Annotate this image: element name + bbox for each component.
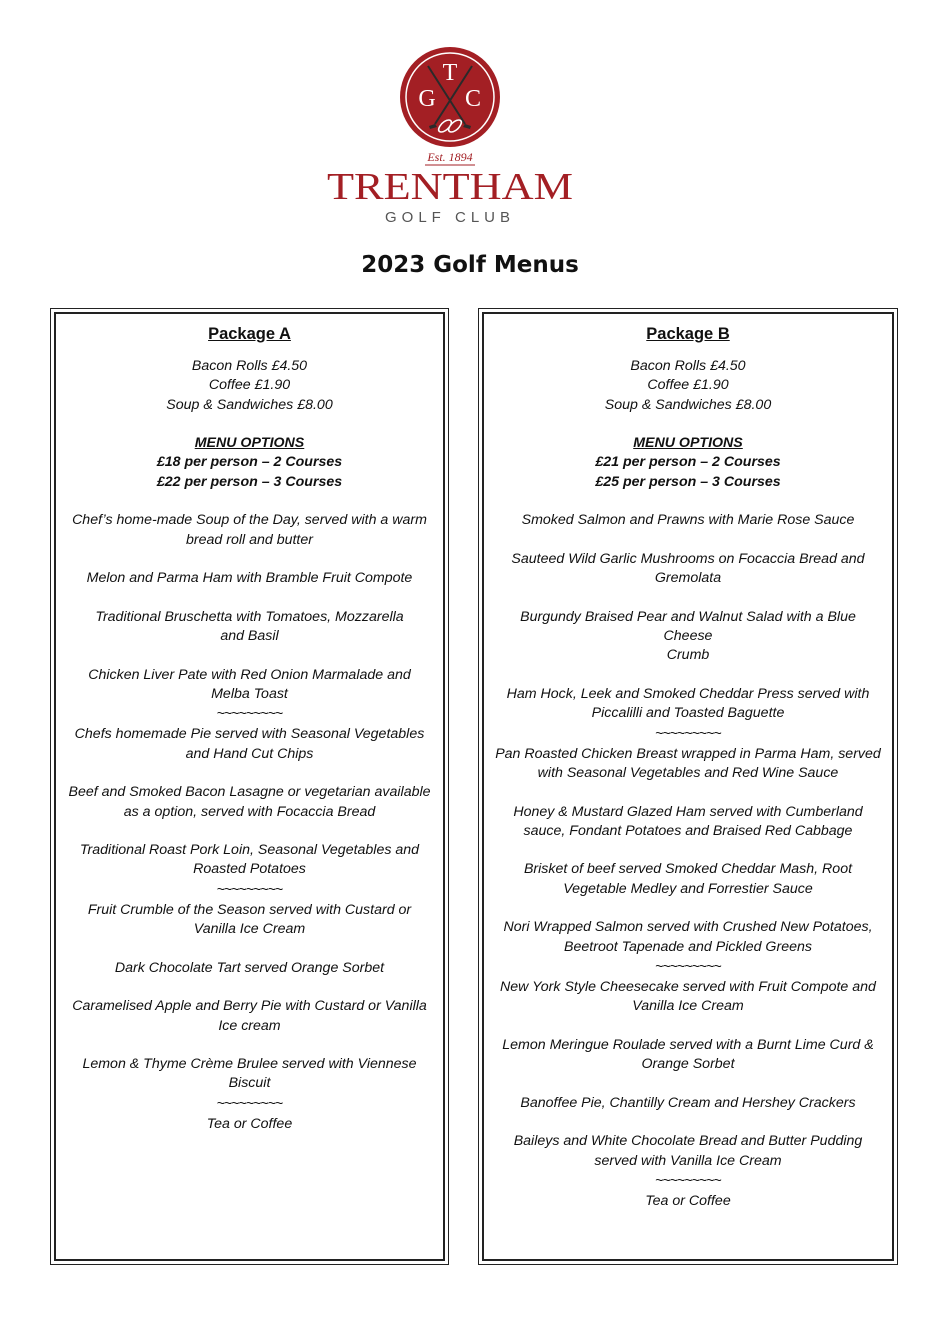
package-a-frame [54,312,445,1261]
menu-item-line: Tea or Coffee [645,1192,731,1209]
menu-item-line: as a option, served with Focaccia Bread [123,803,376,820]
price-line: £25 per person – 3 Courses [595,473,781,490]
menu-item-line: Burgundy Braised Pear and Walnut Salad with a Blue Cheese [520,608,856,645]
spacer [66,589,433,608]
spacer [66,939,433,958]
menu-item-line: Lemon & Thyme Crème Brulee served with Viennese [82,1056,417,1073]
menu-item-line: sauce, Fondant Potatoes and Braised Red Cabbage [523,822,853,839]
menu-item-line: Melba Toast [211,686,288,703]
menu-options-heading: MENU OPTIONS [633,435,743,452]
spacer [66,822,433,841]
menu-item-line: Beetroot Tapenade and Pickled Greens [564,938,812,955]
menu-item-line: Vegetable Medley and Forrestier Sauce [563,880,813,897]
spacer [494,1017,882,1036]
logo-monogram-t: T [442,60,458,86]
package-a-menu [66,357,433,1134]
menu-item-line: Biscuit [228,1075,271,1092]
menu-item-line: Ice cream [218,1017,281,1034]
package-b-frame [482,312,894,1261]
menu-item-line: and Hand Cut Chips [185,745,314,762]
package-b-menu [494,357,882,1211]
package-a-title: Package A [208,325,291,343]
price-line: £22 per person – 3 Courses [156,473,343,490]
page-title: 2023 Golf Menus [361,252,579,278]
spacer [494,415,882,434]
club-logo [325,44,575,229]
menu-item-line: Dark Chocolate Tart served Orange Sorbet [114,959,385,976]
course-separator: ~~~~~~~~~ [216,706,283,723]
menu-item-line: Caramelised Apple and Berry Pie with Custard or Vanilla [72,998,427,1015]
logo-monogram-c: C [464,86,482,112]
menu-options-heading: MENU OPTIONS [194,435,305,452]
spacer [494,899,882,918]
menu-item-line: Tea or Coffee [206,1115,293,1132]
spacer [494,492,882,511]
menu-item-line: Pan Roasted Chicken Breast wrapped in Parma Ham, served [495,745,881,762]
logo-subname: GOLF CLUB [384,209,516,226]
course-separator: ~~~~~~~~~ [216,1095,283,1112]
spacer [66,1036,433,1055]
spacer [494,841,882,860]
spacer [494,1074,882,1093]
spacer [66,764,433,783]
menu-item-line: Brisket of beef served Smoked Cheddar Mash, Root [523,861,853,878]
spacer [66,550,433,569]
menu-item-line: Piccalilli and Toasted Baguette [591,705,785,722]
menu-item-line: Smoked Salmon and Prawns with Marie Rose Sauce [521,512,855,529]
menu-item-line: Roasted Potatoes [193,861,306,878]
course-separator: ~~~~~~~~~ [216,881,283,898]
menu-item-line: Bacon Rolls £4.50 [191,358,308,374]
course-separator: ~~~~~~~~~ [655,725,721,742]
menu-item-line: served with Vanilla Ice Cream [594,1152,782,1169]
menu-item-line: Chef’s home-made Soup of the Day, served with a warm [72,512,427,529]
spacer [494,783,882,802]
menu-item-line: Chefs homemade Pie served with Seasonal Vegetables [74,726,425,743]
menu-item-line: Chicken Liver Pate with Red Onion Marmalade and [88,666,411,683]
menu-item-line: Beef and Smoked Bacon Lasagne or vegetarian available [68,784,431,801]
logo-monogram-g: G [418,86,436,112]
menu-item-line: Fruit Crumble of the Season served with Custard or [87,901,412,918]
menu-item-line: Soup & Sandwiches £8.00 [604,396,772,413]
menu-item-line: Melon and Parma Ham with Bramble Fruit Compote [86,570,413,587]
spacer [66,978,433,997]
menu-item-line: Ham Hock, Leek and Smoked Cheddar Press served with [506,686,870,703]
course-separator: ~~~~~~~~~ [655,1172,721,1189]
course-separator: ~~~~~~~~~ [655,958,721,975]
spacer [494,1113,882,1132]
menu-item-line: Orange Sorbet [641,1056,735,1073]
menu-item-line: Bacon Rolls £4.50 [630,358,746,374]
spacer [66,646,433,665]
spacer [494,589,882,608]
menu-item-line: and Basil [220,628,279,645]
menu-item-line: Honey & Mustard Glazed Ham served with Cumberland [513,803,863,820]
menu-item-line: Lemon Meringue Roulade served with a Burnt Lime Curd & [502,1036,874,1053]
menu-item-line: Soup & Sandwiches £8.00 [166,396,333,413]
menu-item-line: Vanilla Ice Cream [632,998,744,1015]
logo-established: Est. 1894 [427,150,473,164]
spacer [66,492,433,511]
logo-graphic [325,44,575,229]
menu-item-line: Traditional Roast Pork Loin, Seasonal Vegetables and [79,842,420,859]
menu-item-line: Coffee £1.90 [208,377,291,394]
spacer [66,415,433,434]
menu-item-line: Banoffee Pie, Chantilly Cream and Hershey Crackers [520,1094,856,1111]
menu-item-line: Traditional Bruschetta with Tomatoes, Mozzarella [95,608,404,625]
package-b-title: Package B [646,325,730,343]
package-b-panel [478,308,898,1265]
menu-item-line: Baileys and White Chocolate Bread and Butter Pudding [513,1133,863,1150]
menu-item-line: Vanilla Ice Cream [193,921,306,938]
package-a-panel [50,308,449,1265]
price-line: £18 per person – 2 Courses [156,454,343,471]
menu-item-line: New York Style Cheesecake served with Fruit Compote and [500,978,876,995]
menu-item-line: bread roll and butter [186,531,313,548]
spacer [494,531,882,550]
logo-name: TRENTHAM [327,166,573,208]
menu-item-line: Gremolata [654,570,722,587]
menu-item-line: Crumb [666,647,710,664]
price-line: £21 per person – 2 Courses [595,454,781,471]
menu-item-line: Nori Wrapped Salmon served with Crushed New Potatoes, [503,919,873,936]
menu-item-line: Sauteed Wild Garlic Mushrooms on Focaccia Bread and [511,550,865,567]
menu-item-line: with Seasonal Vegetables and Red Wine Sauce [537,764,839,781]
spacer [494,666,882,685]
menu-item-line: Coffee £1.90 [647,377,729,394]
